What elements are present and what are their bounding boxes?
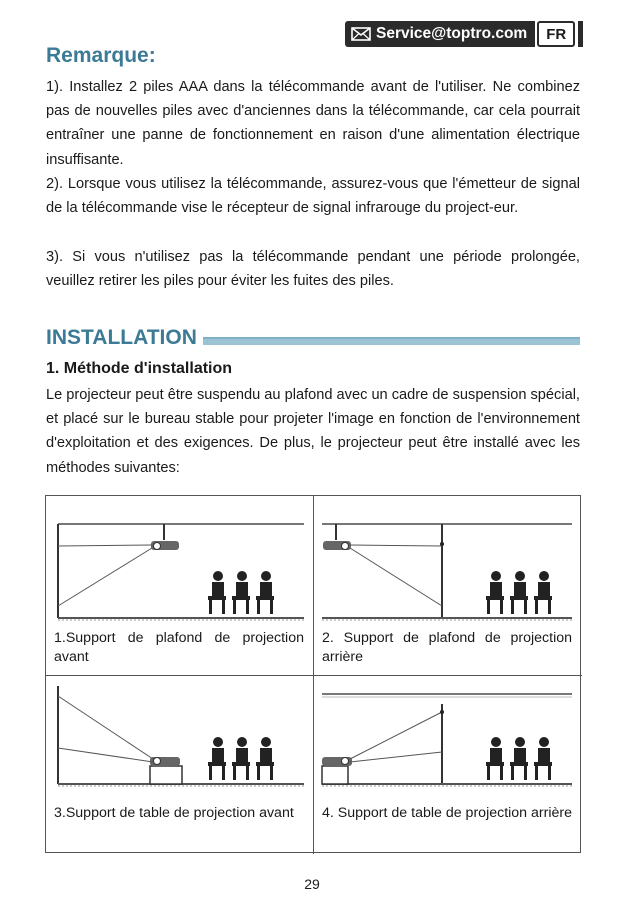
remarque-item-3: 3). Si vous n'utilisez pas la télécommande pendant une période prolongée, veuillez retirer les piles pour éviter les fuites des piles.: [46, 249, 580, 290]
installation-intro: Le projecteur peut être suspendu au plafond avec un cadre de suspension spécial, et placé sur le bureau stable pour projeter l'image en fonction de l'environnement d'exploitation et des exigences. De plus, le projecteur peut être installé avec les méthodes suivantes:: [46, 387, 580, 476]
method-cell-2: [314, 496, 582, 676]
installation-title: INSTALLATION: [46, 326, 197, 349]
language-badge: FR: [537, 21, 575, 47]
service-email-box[interactable]: [345, 21, 535, 47]
method-cell-3: [46, 676, 314, 854]
method-title: 1. Méthode d'installation: [46, 360, 233, 377]
method-cell-1: [46, 496, 314, 676]
method-caption-4: 4. Support de table de projection arrière: [322, 805, 573, 821]
table-front-projection-diagram: [46, 676, 314, 802]
audience-figures: [486, 737, 552, 780]
remarque-title: Remarque:: [46, 44, 156, 67]
page-number: 29: [304, 876, 320, 892]
audience-figures: [208, 571, 274, 614]
method-cell-4: [314, 676, 582, 854]
mail-icon: [351, 27, 371, 41]
badge-edge: [578, 21, 583, 47]
installation-header: [46, 323, 580, 349]
method-caption-1: 1.Support de plafond de projection avant: [54, 630, 304, 665]
remarque-item-2: 2). Lorsque vous utilisez la télécommande, assurez-vous que l'émetteur de signal de la télécommande vise le récepteur de signal infrarouge du project-eur.: [46, 176, 580, 217]
audience-figures: [208, 737, 274, 780]
installation-rule: [203, 337, 580, 345]
remarque-item-1: 1). Installez 2 piles AAA dans la télécommande avant de l'utiliser. Ne combinez pas de nouvelles piles avec d'anciennes dans la télécommande, car cela pourrait entraîner une panne de fonctionnement en raison d'une alimentation électrique insuffisante.: [46, 79, 580, 168]
service-contact-badge: [345, 21, 583, 47]
method-caption-2: 2. Support de plafond de projection arrière: [322, 630, 572, 665]
method-caption-3: 3.Support de table de projection avant: [54, 805, 294, 821]
installation-methods-grid: [45, 495, 581, 853]
table-rear-projection-diagram: [314, 676, 582, 802]
audience-figures: [486, 571, 552, 614]
ceiling-front-projection-diagram: [46, 496, 314, 628]
ceiling-rear-projection-diagram: [314, 496, 582, 628]
service-email-text: Service@toptro.com: [376, 25, 528, 42]
